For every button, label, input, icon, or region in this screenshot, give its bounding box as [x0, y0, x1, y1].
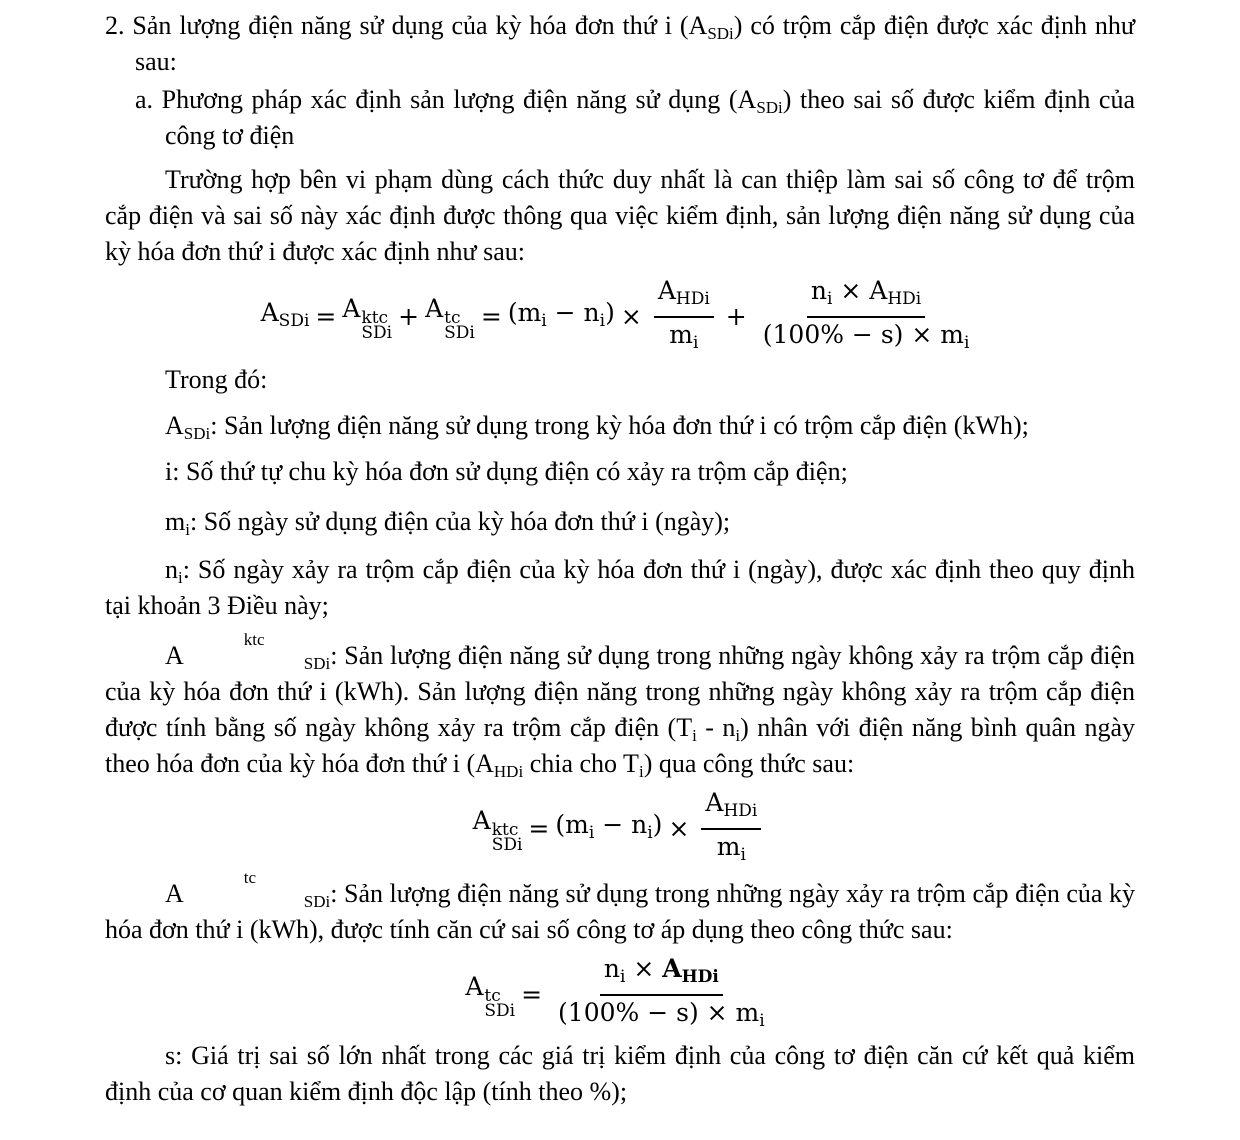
section-2-text-b: ) có trộm cắp điện được xác định như sau: — [135, 11, 1136, 76]
section-2-text-a: Sản lượng điện năng sử dụng của kỳ hóa đơn thứ i (A — [132, 11, 708, 40]
formula-asdi — [105, 276, 1135, 353]
item-a-heading — [120, 82, 1135, 154]
def-i: i: Số thứ tự chu kỳ hóa đơn sử dụng điện có xảy ra trộm cắp điện; — [165, 457, 848, 486]
f1-term-tc: A tc SDi — [425, 293, 475, 343]
f2-lhs: A ktc SDi — [472, 805, 523, 855]
formula-aktc — [105, 788, 1135, 865]
f1-plus: + — [398, 302, 420, 331]
def-atc: A tc SDi: Sản lượng điện năng sử dụng trong những ngày xảy ra trộm cắp điện của kỳ hóa đơn thứ i (kWh), được tính căn cứ sai số công tơ áp dụng theo công thức sau: — [105, 868, 1135, 944]
f1-plus2: + — [725, 302, 747, 331]
f3-eq: = — [521, 980, 543, 1009]
def-mi: $m_i$: Số ngày sử dụng điện của kỳ hóa đơn thứ i (ngày); — [165, 507, 731, 539]
f1-lhs: $A_{SDi}$ — [260, 298, 310, 331]
item-a-text-b: ) theo sai số được kiểm định của công tơ điện — [165, 85, 1135, 150]
f3-fraction: $\frac{n_i \times A_{HDi}}{(100\% - s) \times m_i}$ — [558, 954, 765, 1031]
paragraph-1: Trường hợp bên vi phạm dùng cách thức duy nhất là can thiệp làm sai số công tơ để trộm cắp điện và sai số này xác định được thông qua việc kiểm định, sản lượng điện năng sử dụng của kỳ hóa đơn thứ i được xác định như sau: — [105, 165, 1135, 266]
formula-atc — [105, 954, 1135, 1031]
f1-eq2: = — [480, 302, 502, 331]
item-a-label: a. — [135, 85, 154, 114]
f1-eq: = — [315, 302, 337, 331]
f2-paren: $(m_i - n_i)$ — [555, 810, 663, 843]
document-page — [105, 8, 1135, 1110]
section-2-sub: SDi — [707, 24, 734, 43]
f2-eq: = — [528, 814, 550, 843]
f1-term-ktc: A ktc SDi — [342, 293, 393, 343]
f1-fraction-1: $\frac{A_{HDi}}{m_i}$ — [654, 276, 714, 358]
def-aktc: A ktc SDi: Sản lượng điện năng sử dụng trong những ngày không xảy ra trộm cắp điện của kỳ hóa đơn thứ i (kWh). Sản lượng điện năng trong những ngày không xảy ra trộm cắp điện được tính bằng số ngày không xảy ra trộm cắp điện $(T_i - n_i)$ nhân với điện năng bình quân ngày theo hóa đơn của kỳ hóa đơn thứ i ($A_{HDi}$ chia cho $T_i$) qua công thức sau: — [105, 630, 1135, 781]
f1-fraction-2: $\frac{n_i \times A_{HDi}}{(100\% - s) \times m_i}$ — [762, 276, 970, 353]
def-asdi: $A_{SDi}$: Sản lượng điện năng sử dụng trong kỳ hóa đơn thứ i có trộm cắp điện (kWh); — [165, 411, 1029, 443]
f2-fraction: $\frac{A_{HDi}}{m_i}$ — [701, 788, 761, 870]
trong-do-label: Trong đó: — [165, 365, 268, 394]
f2-times: × — [668, 814, 690, 843]
item-a-text-a: Phương pháp xác định sản lượng điện năng sử dụng (A — [161, 85, 757, 114]
item-a-sub: SDi — [756, 98, 783, 117]
def-s: s: Giá trị sai số lớn nhất trong các giá trị kiểm định của công tơ điện căn cứ kết quả kiểm định của cơ quan kiểm định độc lập (tính theo %); — [105, 1041, 1135, 1106]
f1-times: × — [620, 302, 642, 331]
f1-paren: $(m_i - n_i)$ — [507, 298, 615, 331]
def-ni: $n_i$: Số ngày xảy ra trộm cắp điện của kỳ hóa đơn thứ i (ngày), được xác định theo quy định tại khoản 3 Điều này; — [105, 555, 1135, 620]
f3-lhs: A tc SDi — [465, 971, 516, 1021]
section-2-heading — [105, 8, 1135, 80]
section-2-number: 2. — [105, 11, 125, 40]
